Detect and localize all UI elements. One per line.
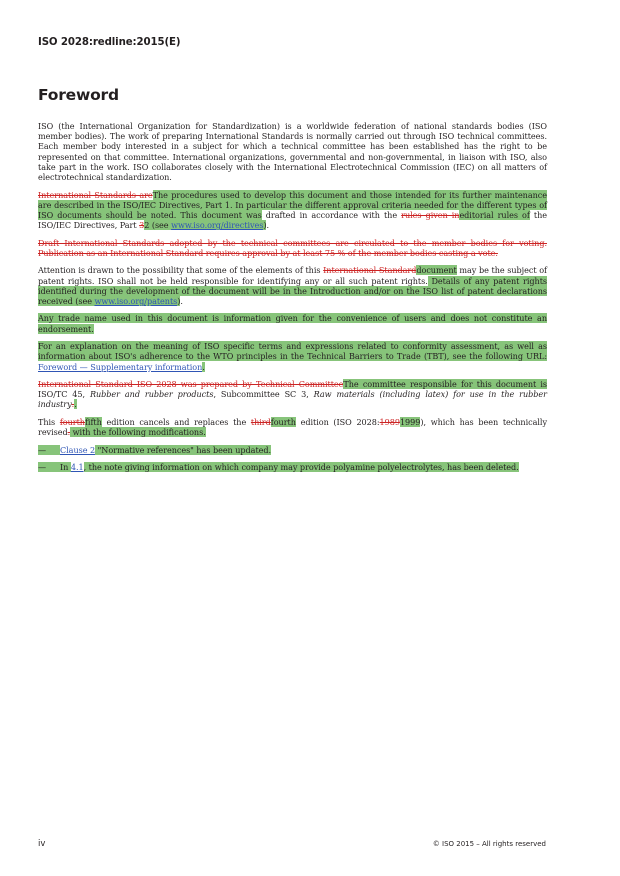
deleted-text: fourth: [59, 416, 85, 427]
inserted-text: Any trade name used in this document is information given for the convenience of users and does not constitute an endorsement.: [38, 313, 547, 334]
inserted-text: The procedures used to develop this document and those intended for its further maintenance are described in the ISO/IEC Directives, Part 1. In particular the different approval criteria needed for the different types of ISO documents should be noted. This document was: [38, 189, 548, 220]
deleted-text: Draft International Standards adopted by the technical committees are circulated to the member bodies for voting. Publication as an International Standard requires approval by at least 75 % of the member bodies casting a vote.: [38, 237, 547, 258]
deleted-text: International Standard ISO 2028 was prepared by Technical Committee: [38, 379, 344, 390]
plain-text: ), which has been technically revised: [38, 416, 547, 438]
clause-4-1-link[interactable]: 4.1: [70, 462, 84, 473]
inserted-text: "Normative references" has been updated.: [95, 444, 272, 455]
deleted-text: 1989: [379, 416, 400, 427]
inserted-text: .: [202, 361, 205, 372]
plain-text: drafted in accordance with the: [261, 209, 402, 220]
list-item: [38, 445, 547, 455]
plain-text: edition (ISO 2028:: [295, 416, 380, 427]
plain-text: , Subcommittee SC 3,: [213, 389, 314, 400]
paragraph-draft-voting-deleted: [38, 238, 547, 258]
plain-text: Attention is drawn to the possibility that some of the elements of this: [38, 265, 324, 276]
copyright-notice: © ISO 2015 – All rights reserved: [432, 840, 546, 848]
deleted-text: .: [67, 427, 71, 438]
paragraph-patent-rights: [38, 265, 547, 306]
deleted-text: .: [71, 399, 75, 410]
inserted-text: For an explanation on the meaning of ISO specific terms and expressions related to conformity assessment, as well as information about ISO's adherence to the WTO principles in the Technical Barriers to Trade (TBT), see the following URL:: [38, 341, 547, 362]
deleted-text: 3: [139, 220, 145, 231]
list-item-text: [60, 462, 547, 472]
list-dash: —: [38, 445, 60, 455]
paragraph-edition: [38, 417, 547, 437]
plain-text: may be the subject of patent rights. ISO shall not be held responsible for identifying any or all such patent rights.: [38, 265, 547, 286]
subcommittee-name: Raw materials (including latex) for use in the rubber industry: [38, 389, 547, 410]
list-dash: —: [38, 462, 60, 472]
deleted-text: International Standards are: [38, 189, 153, 200]
paragraph-committee: [38, 379, 547, 410]
paragraph-iso-intro: ISO (the International Organization for Standardization) is a worldwide federation of national standards bodies (ISO member bodies). The work of preparing International Standards is normally carried out through ISO technical committees. Each member body interested in a subject for which a technical committee has been established has the right to be represented on that committee. International organizations, governmental and non-governmental, in liaison with ISO, also take part in the work. ISO collaborates closely with the International Electrotechnical Commission (IEC) on all matters of electrotechnical standardization.: [38, 121, 547, 183]
inserted-text: fourth: [270, 416, 296, 427]
deleted-text: International Standard: [323, 265, 417, 276]
directives-link[interactable]: www.iso.org/directives: [171, 220, 264, 231]
inserted-text: editorial rules of: [459, 209, 530, 220]
inserted-text: document: [416, 265, 457, 276]
page-number: iv: [38, 839, 46, 849]
inserted-text: , the note giving information on which company may provide polyamine polyelectrolytes, has been deleted.: [83, 462, 519, 473]
inserted-text: 1999: [399, 416, 421, 427]
committee-name: Rubber and rubber products: [89, 389, 214, 400]
paragraph-trade-name: [38, 313, 547, 333]
inserted-text: The committee responsible for this document is: [343, 379, 548, 390]
clause-2-link[interactable]: Clause 2: [60, 444, 96, 455]
plain-text: ISO/TC 45,: [38, 389, 90, 400]
inserted-text: with the following modifications.: [70, 427, 206, 438]
list-item-text: [60, 445, 547, 455]
paragraph-conformity: [38, 341, 547, 372]
plain-text: This: [38, 416, 60, 427]
list-item: [38, 462, 547, 472]
inserted-text: .: [74, 399, 77, 410]
inserted-text: ): [177, 295, 181, 306]
deleted-text: rules given in: [401, 209, 460, 220]
section-title: Foreword: [38, 86, 119, 104]
paragraph-procedures: [38, 190, 547, 231]
deleted-text: third: [250, 416, 271, 427]
supplementary-info-link[interactable]: Foreword — Supplementary information: [38, 361, 203, 372]
inserted-text: 2 (see: [144, 220, 172, 231]
inserted-text: ): [263, 220, 267, 231]
foreword-body: [38, 121, 547, 480]
inserted-text: Details of any patent rights identified during the development of the document will be in the Introduction and/or on the ISO list of patent declarations received (see: [38, 275, 548, 306]
plain-text: the ISO/IEC Directives, Part: [38, 209, 547, 231]
plain-text: .: [180, 295, 183, 306]
plain-text: .: [266, 220, 270, 231]
plain-text: edition cancels and replaces the: [101, 416, 251, 427]
inserted-text: fifth: [84, 416, 102, 427]
patents-link[interactable]: www.iso.org/patents: [94, 295, 178, 306]
inserted-text: In: [60, 462, 71, 473]
document-id-header: ISO 2028:redline:2015(E): [38, 37, 181, 48]
